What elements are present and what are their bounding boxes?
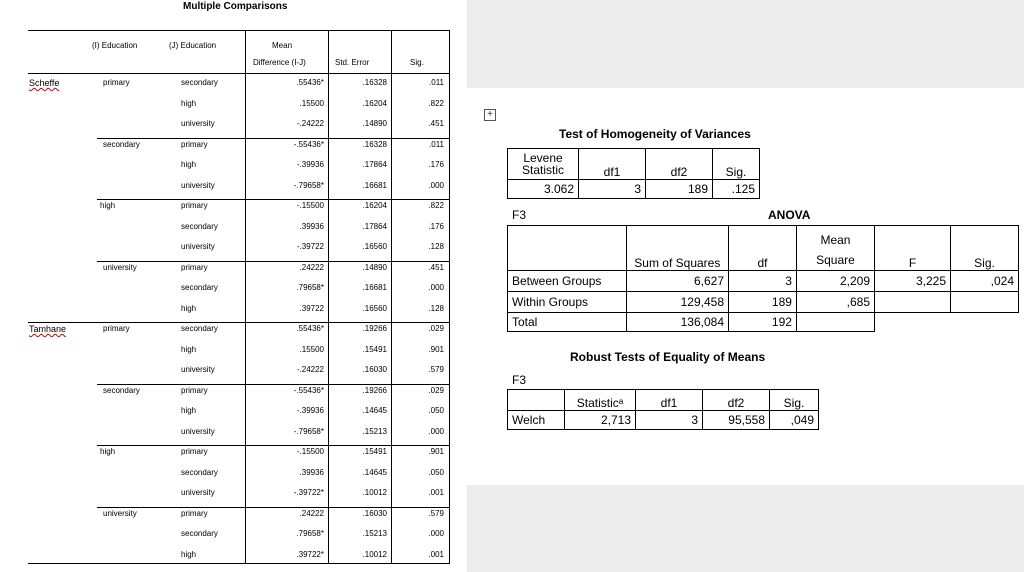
j-education-label: primary <box>181 262 208 272</box>
anova-row-f <box>875 292 951 313</box>
std-error: .17864 <box>362 160 387 169</box>
significance: .000 <box>428 529 444 538</box>
anova-row-ms: ,685 <box>796 292 874 313</box>
i-education-label: university <box>103 262 137 272</box>
column-rule <box>245 30 246 563</box>
row-separator <box>97 445 450 446</box>
std-error: .10012 <box>362 488 387 497</box>
significance: .176 <box>428 221 444 231</box>
anova-row-df: 3 <box>729 271 797 292</box>
sig-value: .125 <box>713 180 760 199</box>
sig-header: Sig. <box>713 149 760 180</box>
significance: .011 <box>429 78 444 87</box>
j-education-label: university <box>181 426 215 436</box>
significance: .579 <box>428 365 444 374</box>
mean-difference: -.39936 <box>296 160 324 169</box>
mean-difference: -.39936 <box>296 406 324 415</box>
std-error: .16560 <box>362 303 387 313</box>
std-error: .19266 <box>362 385 387 395</box>
mean-difference: -.15500 <box>296 447 324 456</box>
j-education-label: high <box>181 344 197 354</box>
homogeneity-table <box>507 148 760 199</box>
significance: .050 <box>428 467 444 477</box>
group-label: Tamhane <box>29 324 67 334</box>
robust-header-statistic: Statisticᵃ <box>565 390 636 411</box>
j-education-label: primary <box>181 385 208 395</box>
robust-title: Robust Tests of Equality of Means <box>570 350 766 364</box>
std-error: .14890 <box>362 119 387 128</box>
anova-header-ss: Sum of Squares <box>626 226 728 271</box>
row-separator <box>28 322 450 323</box>
anova-row-df: 192 <box>729 313 797 332</box>
df2-header: df2 <box>646 149 713 180</box>
std-error: .16681 <box>362 283 387 292</box>
std-error: .16030 <box>362 365 387 374</box>
j-education-label: university <box>181 242 215 251</box>
significance: .901 <box>428 447 444 456</box>
std-error: .15491 <box>362 447 387 456</box>
anova-table <box>507 225 1019 332</box>
anova-header-sig: Sig. <box>951 226 1019 271</box>
anova-row-sig <box>951 313 1019 332</box>
significance: .029 <box>428 324 444 333</box>
i-education-label: high <box>100 201 116 210</box>
significance: .579 <box>428 508 444 518</box>
df1-value: 3 <box>579 180 646 199</box>
mean-difference: -.39722 <box>296 242 324 251</box>
std-error: .14890 <box>362 262 387 272</box>
mean-difference: -.55436* <box>293 385 324 395</box>
anova-row-ms <box>796 313 874 332</box>
mean-difference: .39722* <box>296 549 324 559</box>
j-education-label: primary <box>181 447 208 456</box>
std-error: .19266 <box>362 324 387 333</box>
column-rule <box>391 30 392 563</box>
significance: .901 <box>428 344 444 354</box>
anova-row-sig <box>951 292 1019 313</box>
j-education-label: high <box>181 303 197 313</box>
significance: .000 <box>428 283 444 292</box>
j-education-label: secondary <box>181 78 218 87</box>
robust-table <box>507 389 819 430</box>
header-rule <box>28 73 450 74</box>
anova-row-ms: 2,209 <box>796 271 874 292</box>
significance: .001 <box>428 488 444 497</box>
mean-difference: -.24222 <box>296 119 324 128</box>
std-error: .14645 <box>362 406 387 415</box>
mean-difference: .24222 <box>299 262 324 272</box>
header-sig: Sig. <box>410 58 424 67</box>
j-education-label: primary <box>181 508 208 518</box>
mean-difference: -.15500 <box>296 201 324 210</box>
significance: .050 <box>428 406 444 415</box>
j-education-label: secondary <box>181 221 218 231</box>
row-separator <box>97 199 450 200</box>
std-error: .16681 <box>362 180 387 190</box>
mean-difference: .39936 <box>299 221 324 231</box>
anova-row-ss: 6,627 <box>626 271 728 292</box>
mean-difference: -.79658* <box>293 426 324 436</box>
j-education-label: university <box>181 180 215 190</box>
significance: .822 <box>428 201 444 210</box>
significance: .128 <box>428 303 444 313</box>
mean-difference: .79658* <box>296 283 324 292</box>
significance: .451 <box>428 119 444 128</box>
mean-difference: -.79658* <box>293 180 324 190</box>
anova-row <box>508 313 1019 332</box>
std-error: .16328 <box>362 139 387 149</box>
column-rule <box>449 30 450 563</box>
mean-difference: .24222 <box>299 508 324 518</box>
j-education-label: primary <box>181 201 208 210</box>
anova-row-label: Within Groups <box>508 292 627 313</box>
j-education-label: secondary <box>181 324 218 333</box>
i-education-label: primary <box>103 78 130 87</box>
anova-row-ss: 136,084 <box>626 313 728 332</box>
anova-row-f <box>875 313 951 332</box>
anova-row <box>508 292 1019 313</box>
df1-header: df1 <box>579 149 646 180</box>
mean-difference: .55436* <box>296 324 324 333</box>
robust-header-df1: df1 <box>636 390 703 411</box>
levene-line2: Statistic <box>521 163 564 177</box>
significance: .000 <box>428 180 444 190</box>
robust-variable-label: F3 <box>512 373 527 387</box>
std-error: .16204 <box>362 201 387 210</box>
significance: .001 <box>428 549 444 559</box>
i-education-label: secondary <box>103 385 140 395</box>
row-separator <box>97 138 450 139</box>
std-error: .16328 <box>362 78 387 87</box>
mean-difference: -.24222 <box>296 365 324 374</box>
row-separator <box>97 261 450 262</box>
header-mean-diff-line1: Mean <box>272 41 293 50</box>
mean-difference: .15500 <box>299 98 324 108</box>
anova-variable-label: F3 <box>512 208 527 222</box>
levene-value: 3.062 <box>508 180 579 199</box>
multiple-comparisons-title: Multiple Comparisons <box>183 1 288 12</box>
std-error: .16030 <box>362 508 387 518</box>
anova-header-blank <box>508 226 627 271</box>
j-education-label: university <box>181 488 215 497</box>
row-separator <box>97 384 450 385</box>
significance: .029 <box>428 385 444 395</box>
std-error: .15491 <box>362 344 387 354</box>
anova-row-sig: ,024 <box>951 271 1019 292</box>
j-education-label: university <box>181 365 215 374</box>
header-i-education: (I) Education <box>92 41 138 50</box>
welch-label: Welch <box>508 411 565 430</box>
mean-difference: .79658* <box>296 529 324 538</box>
j-education-label: university <box>181 119 215 128</box>
j-education-label: secondary <box>181 529 218 538</box>
column-rule <box>328 30 329 563</box>
robust-header-df2: df2 <box>703 390 770 411</box>
std-error: .15213 <box>362 426 387 436</box>
j-education-label: primary <box>181 139 208 149</box>
anova-row-f: 3,225 <box>875 271 951 292</box>
i-education-label: primary <box>103 324 130 333</box>
expand-icon[interactable]: + <box>484 109 496 121</box>
j-education-label: secondary <box>181 467 218 477</box>
std-error: .16204 <box>362 98 387 108</box>
anova-row-label: Total <box>508 313 627 332</box>
group-label: Scheffe <box>29 78 60 88</box>
i-education-label: high <box>100 447 116 456</box>
levene-line1: Levene <box>523 151 563 165</box>
welch-df2: 95,558 <box>703 411 770 430</box>
significance: .176 <box>428 160 444 169</box>
header-mean-diff-line2: Difference (I-J) <box>253 58 306 67</box>
std-error: .17864 <box>362 221 387 231</box>
mean-difference: -.55436* <box>293 139 324 149</box>
std-error: .10012 <box>362 549 387 559</box>
i-education-label: secondary <box>103 139 140 149</box>
welch-df1: 3 <box>636 411 703 430</box>
welch-sig: ,049 <box>770 411 819 430</box>
j-education-label: high <box>181 98 197 108</box>
df2-value: 189 <box>646 180 713 199</box>
anova-row-df: 189 <box>729 292 797 313</box>
j-education-label: high <box>181 549 197 559</box>
significance: .011 <box>429 139 444 149</box>
anova-header-ms-line1: Mean <box>820 233 851 247</box>
significance: .000 <box>428 426 444 436</box>
std-error: .16560 <box>362 242 387 251</box>
anova-row-ss: 129,458 <box>626 292 728 313</box>
mean-difference: .15500 <box>299 344 324 354</box>
mean-difference: .39936 <box>299 467 324 477</box>
mean-difference: -.39722* <box>293 488 324 497</box>
robust-header-sig: Sig. <box>770 390 819 411</box>
table-top-rule <box>28 30 450 31</box>
std-error: .14645 <box>362 467 387 477</box>
header-std-error: Std. Error <box>335 58 370 67</box>
mean-difference: .55436* <box>296 78 324 87</box>
j-education-label: high <box>181 160 197 169</box>
anova-header-ms-line2: Square <box>816 253 855 267</box>
multiple-comparisons-pane <box>0 0 466 572</box>
anova-title: ANOVA <box>768 208 811 222</box>
robust-header-blank <box>508 390 565 411</box>
mean-difference: .39722 <box>299 303 324 313</box>
header-j-education: (J) Education <box>169 41 217 50</box>
anova-header-ms <box>796 226 874 271</box>
significance: .128 <box>428 242 444 251</box>
significance: .451 <box>428 262 444 272</box>
anova-row-label: Between Groups <box>508 271 627 292</box>
j-education-label: high <box>181 406 197 415</box>
i-education-label: university <box>103 508 137 518</box>
homogeneity-title: Test of Homogeneity of Variances <box>559 127 751 141</box>
table-bottom-rule <box>28 563 450 564</box>
levene-header <box>508 149 579 180</box>
anova-header-df: df <box>729 226 797 271</box>
std-error: .15213 <box>362 529 387 538</box>
anova-header-f: F <box>875 226 951 271</box>
anova-row <box>508 271 1019 292</box>
welch-statistic: 2,713 <box>565 411 636 430</box>
row-separator <box>97 507 450 508</box>
significance: .822 <box>428 98 444 108</box>
j-education-label: secondary <box>181 283 218 292</box>
